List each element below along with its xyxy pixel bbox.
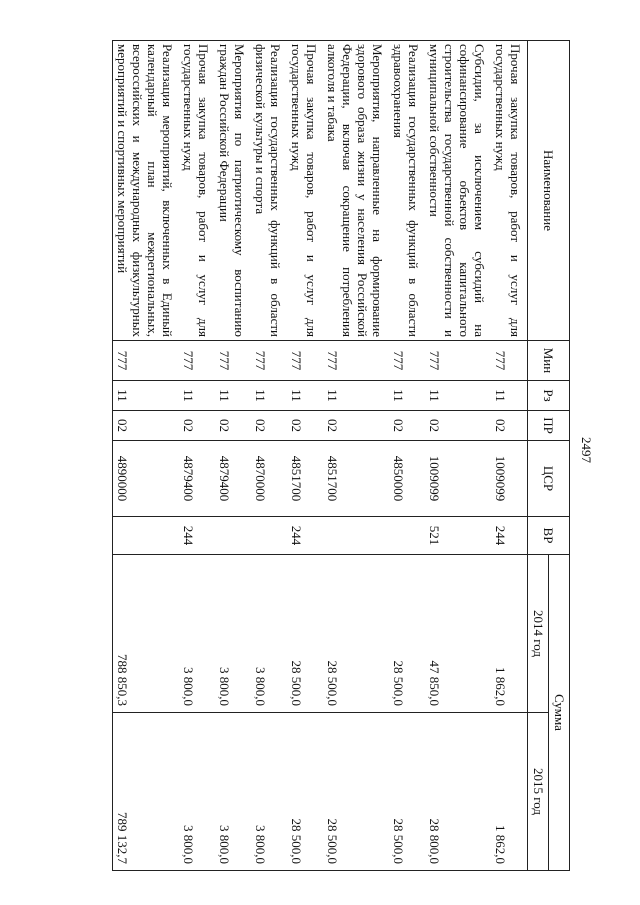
row-sum-2014: 28 500,0 bbox=[389, 555, 425, 713]
row-vr bbox=[251, 517, 287, 555]
row-csr: 4890000 bbox=[113, 441, 180, 517]
row-rz: 11 bbox=[323, 381, 389, 411]
row-vr bbox=[389, 517, 425, 555]
table-row bbox=[215, 41, 251, 871]
header-name: Наименование bbox=[528, 41, 570, 341]
row-csr: 1009099 bbox=[425, 441, 491, 517]
header-sum: Сумма bbox=[549, 555, 570, 871]
row-rz: 11 bbox=[251, 381, 287, 411]
row-pr: 02 bbox=[389, 411, 425, 441]
row-sum-2015: 28 800,0 bbox=[425, 713, 491, 871]
row-sum-2014: 28 500,0 bbox=[323, 555, 389, 713]
row-min: 777 bbox=[323, 341, 389, 381]
table-row bbox=[323, 41, 389, 871]
page-number: 2497 bbox=[579, 437, 594, 463]
row-sum-2014: 3 800,0 bbox=[215, 555, 251, 713]
row-rz: 11 bbox=[491, 381, 528, 411]
budget-table bbox=[112, 40, 570, 871]
table-row bbox=[179, 41, 215, 871]
row-pr: 02 bbox=[323, 411, 389, 441]
row-csr: 1009099 bbox=[491, 441, 528, 517]
row-pr: 02 bbox=[287, 411, 323, 441]
row-pr: 02 bbox=[251, 411, 287, 441]
row-sum-2015: 3 800,0 bbox=[251, 713, 287, 871]
row-rz: 11 bbox=[389, 381, 425, 411]
table-row bbox=[491, 41, 528, 871]
table-row bbox=[251, 41, 287, 871]
row-sum-2014: 788 850,3 bbox=[113, 555, 180, 713]
header-vr: ВР bbox=[528, 517, 570, 555]
row-sum-2014: 3 800,0 bbox=[179, 555, 215, 713]
row-name: Мероприятия, направленные на формирование здорового образа жизни у населения Российской Федерации, включая сокращение потребления алкоголя и табака bbox=[323, 41, 389, 341]
rotated-page bbox=[50, 30, 600, 870]
row-rz: 11 bbox=[215, 381, 251, 411]
header-2015: 2015 год bbox=[528, 713, 549, 871]
row-name: Прочая закупка товаров, работ и услуг для государственных нужд bbox=[491, 41, 528, 341]
row-csr: 4851700 bbox=[287, 441, 323, 517]
row-sum-2014: 1 862,0 bbox=[491, 555, 528, 713]
header-pr: ПР bbox=[528, 411, 570, 441]
row-sum-2015: 28 500,0 bbox=[287, 713, 323, 871]
row-pr: 02 bbox=[113, 411, 180, 441]
row-min: 777 bbox=[179, 341, 215, 381]
table-row bbox=[389, 41, 425, 871]
header-2014: 2014 год bbox=[528, 555, 549, 713]
row-sum-2015: 789 132,7 bbox=[113, 713, 180, 871]
row-csr: 4879400 bbox=[179, 441, 215, 517]
row-min: 777 bbox=[389, 341, 425, 381]
row-name: Реализация государственных функций в области физической культуры и спорта bbox=[251, 41, 287, 341]
row-sum-2014: 3 800,0 bbox=[251, 555, 287, 713]
header-csr: ЦСР bbox=[528, 441, 570, 517]
row-rz: 11 bbox=[425, 381, 491, 411]
row-min: 777 bbox=[215, 341, 251, 381]
row-name: Прочая закупка товаров, работ и услуг для государственных нужд bbox=[179, 41, 215, 341]
row-min: 777 bbox=[287, 341, 323, 381]
row-rz: 11 bbox=[113, 381, 180, 411]
row-name: Мероприятия по патриотическому воспитанию граждан Российской Федерации bbox=[215, 41, 251, 341]
row-csr: 4850000 bbox=[389, 441, 425, 517]
row-vr: 244 bbox=[287, 517, 323, 555]
row-name: Реализация мероприятий, включенных в Единый календарный план межрегиональных, всероссийских и международных физкультурных мероприятий и спортивных мероприятий bbox=[113, 41, 180, 341]
row-pr: 02 bbox=[425, 411, 491, 441]
row-sum-2014: 47 850,0 bbox=[425, 555, 491, 713]
row-pr: 02 bbox=[215, 411, 251, 441]
row-vr: 521 bbox=[425, 517, 491, 555]
row-vr: 244 bbox=[491, 517, 528, 555]
header-rz: Рз bbox=[528, 381, 570, 411]
row-rz: 11 bbox=[287, 381, 323, 411]
row-sum-2015: 28 500,0 bbox=[389, 713, 425, 871]
table-body bbox=[113, 41, 528, 871]
row-rz: 11 bbox=[179, 381, 215, 411]
table-row bbox=[113, 41, 180, 871]
row-min: 777 bbox=[425, 341, 491, 381]
row-sum-2015: 3 800,0 bbox=[179, 713, 215, 871]
row-vr bbox=[113, 517, 180, 555]
row-name: Субсидии, за исключением субсидий на софинансирование объектов капитального строительства государственной собственности и муниципальной собственности bbox=[425, 41, 491, 341]
row-vr bbox=[323, 517, 389, 555]
row-csr: 4870000 bbox=[251, 441, 287, 517]
row-sum-2015: 28 500,0 bbox=[323, 713, 389, 871]
row-csr: 4879400 bbox=[215, 441, 251, 517]
header-min: Мин bbox=[528, 341, 570, 381]
row-sum-2015: 1 862,0 bbox=[491, 713, 528, 871]
row-pr: 02 bbox=[179, 411, 215, 441]
row-sum-2014: 28 500,0 bbox=[287, 555, 323, 713]
row-min: 777 bbox=[251, 341, 287, 381]
row-vr: 244 bbox=[179, 517, 215, 555]
row-sum-2015: 3 800,0 bbox=[215, 713, 251, 871]
row-min: 777 bbox=[113, 341, 180, 381]
row-csr: 4851700 bbox=[323, 441, 389, 517]
row-name: Прочая закупка товаров, работ и услуг для государственных нужд bbox=[287, 41, 323, 341]
row-min: 777 bbox=[491, 341, 528, 381]
row-name: Реализация государственных функций в области здравоохранения bbox=[389, 41, 425, 341]
row-vr bbox=[215, 517, 251, 555]
row-pr: 02 bbox=[491, 411, 528, 441]
table-row bbox=[425, 41, 491, 871]
table-row bbox=[287, 41, 323, 871]
